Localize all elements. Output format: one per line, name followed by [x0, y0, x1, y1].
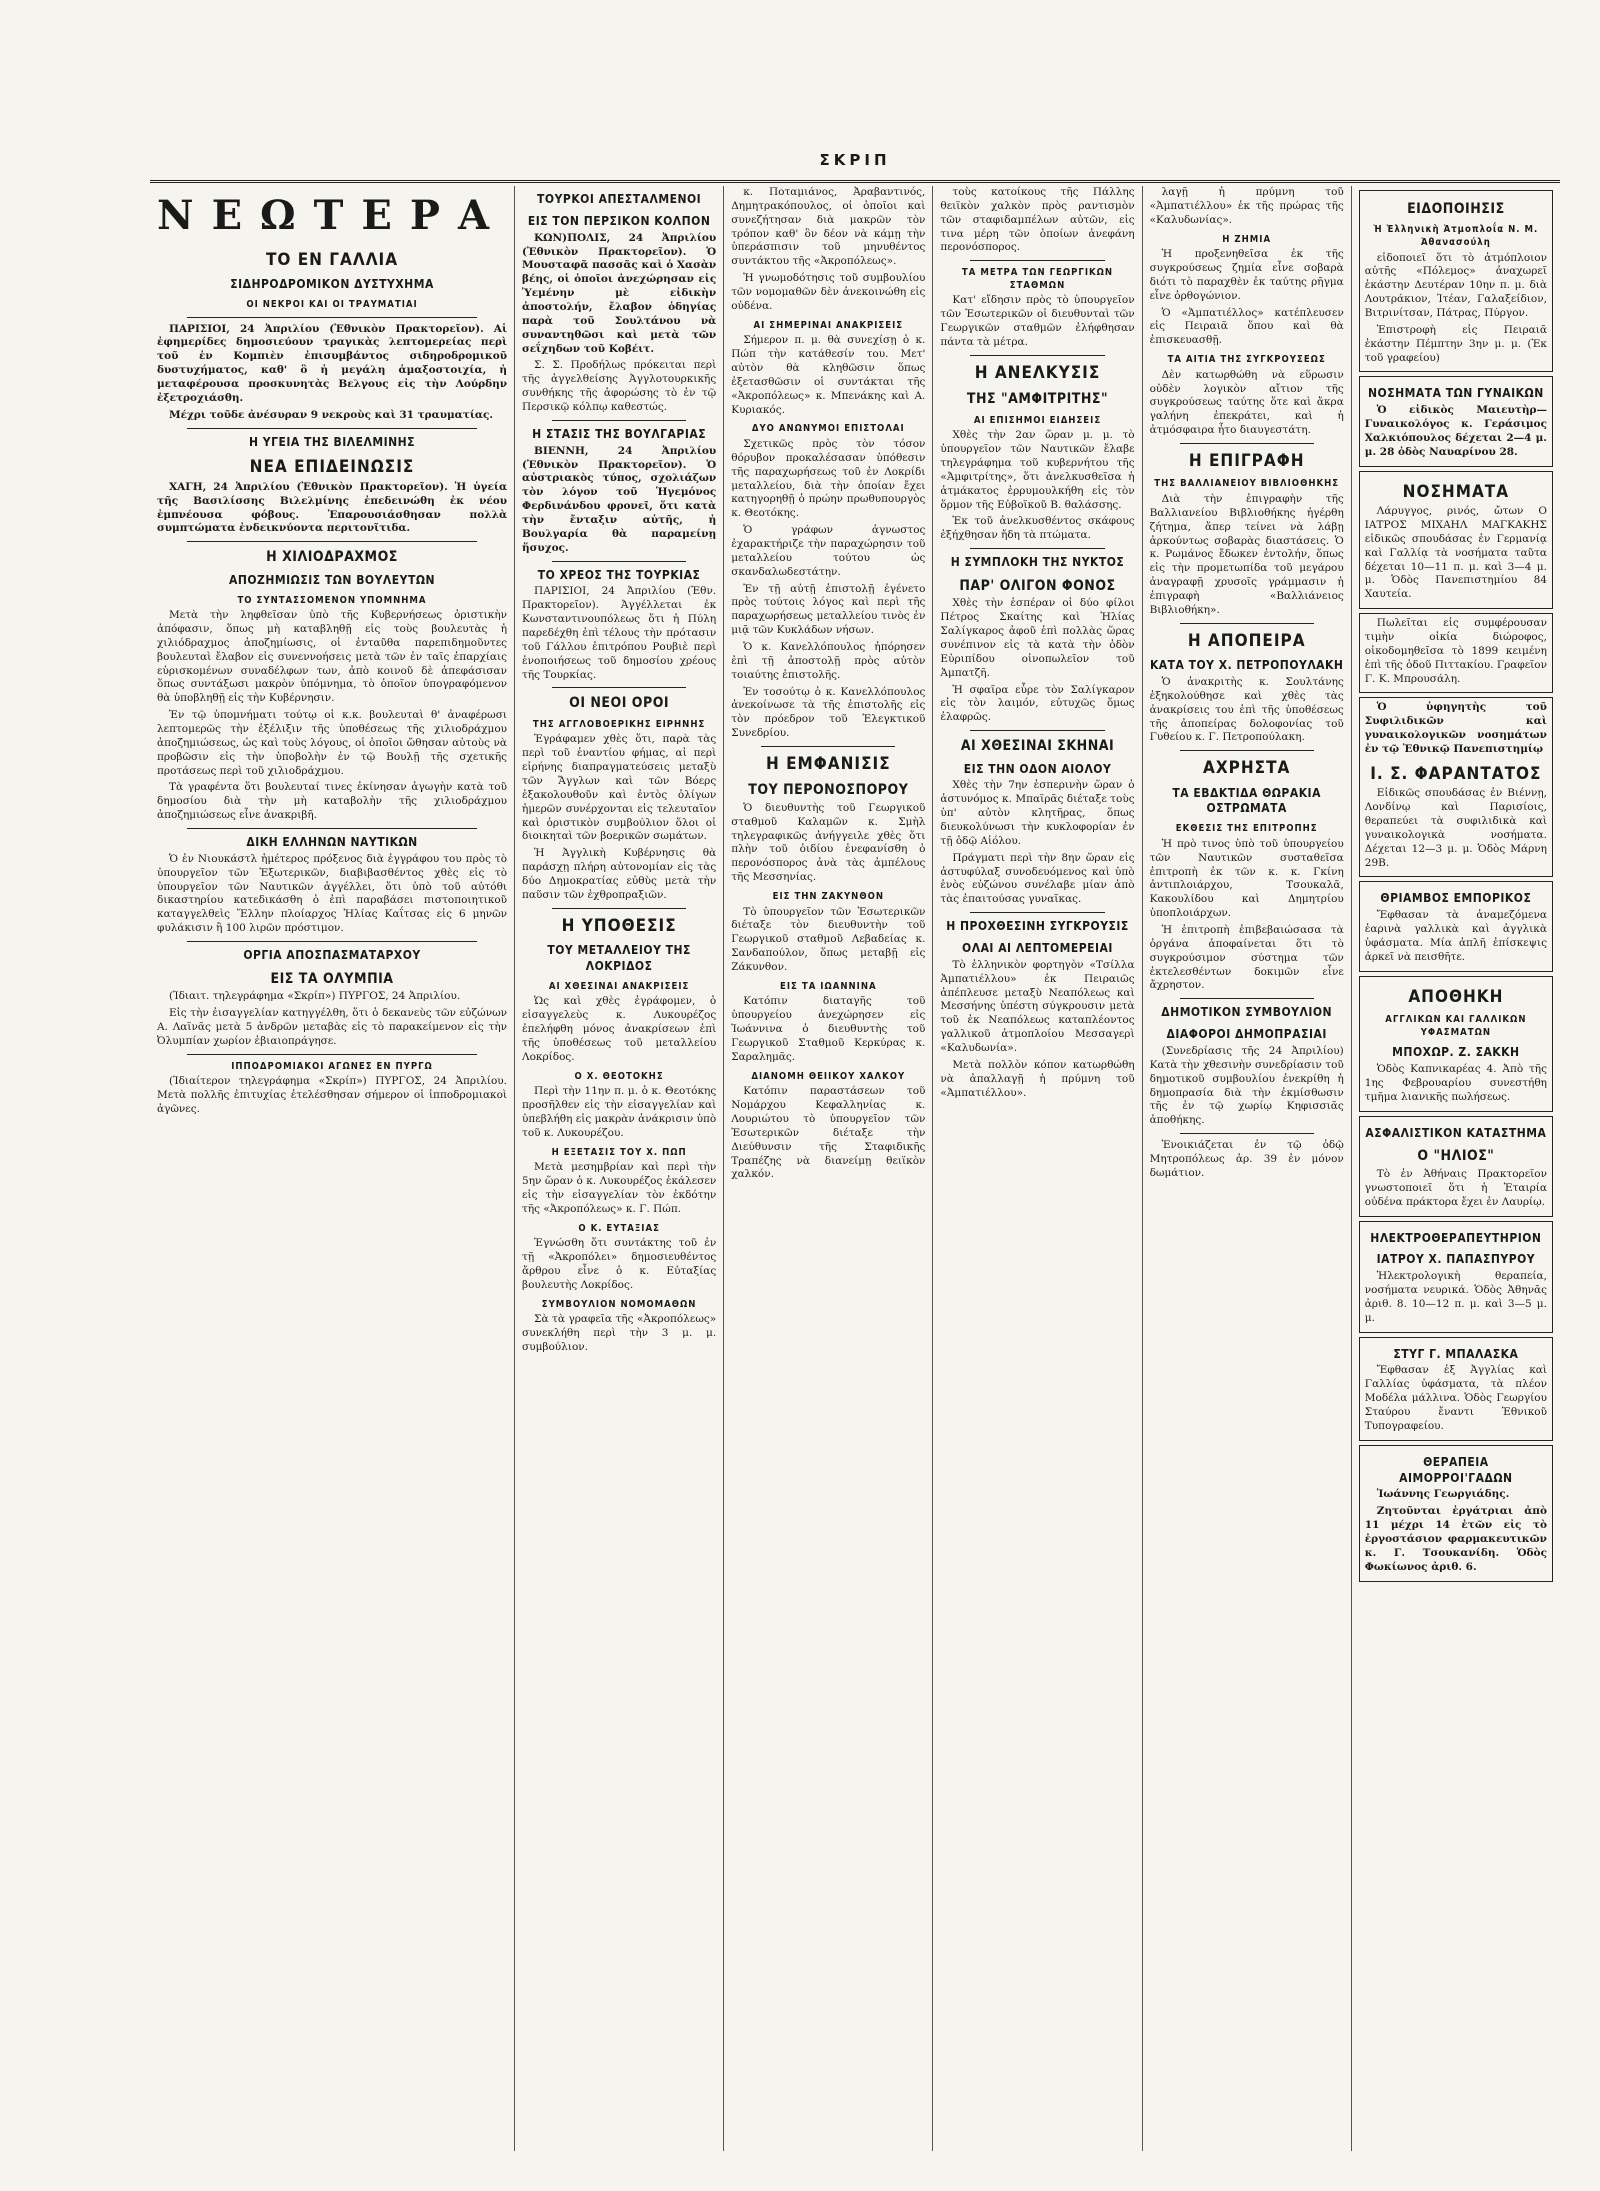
divider: [552, 687, 686, 688]
heading: Η ΠΡΟΧΘΕΣΙΝΗ ΣΥΓΚΡΟΥΣΙΣ: [946, 919, 1129, 934]
column-3: [724, 186, 933, 2151]
paragraph: Ἐπιστροφὴ εἰς Πειραιᾶ ἑκάστην Πέμπτην 3ην μ. μ. (Ἐκ τοῦ γραφείου): [1364, 323, 1547, 364]
section-title: ΝΕΩΤΕΡΑ: [157, 192, 508, 239]
paragraph: Ὡς καὶ χθὲς ἐγράφομεν, ὁ εἰσαγγελεὺς κ. Λυκουρέζος ἐπελήφθη μόνος ἀνακρίσεων ἐπὶ τῆς ὑποθέσεως τοῦ μεταλλείου Λοκρίδος.: [522, 995, 717, 1063]
paragraph: Πράγματι περὶ τὴν 8ην ὥραν εἰς ἀστυφύλαξ συνοδευόμενος καὶ ὑπὸ ἑνὸς εὐζώνου συνέλαβε μίαν ἀπὸ τὰς ἐπαιτούσας γυναῖκας.: [940, 851, 1135, 906]
divider: [552, 420, 686, 421]
heading: ΑΙ ΣΗΜΕΡΙΝΑΙ ΑΝΑΚΡΙΣΕΙΣ: [753, 319, 904, 331]
heading: ΘΡΙΑΜΒΟΣ ΕΜΠΟΡΙΚΟΣ: [1380, 891, 1532, 906]
heading: ΟΡΓΙΑ ΑΠΟΣΠΑΣΜΑΤΑΡΧΟΥ: [243, 948, 421, 963]
divider: [970, 355, 1104, 356]
heading: Η ΕΠΙΓΡΑΦΗ: [1188, 450, 1305, 471]
heading: ΑΙ ΧΘΕΣΙΝΑΙ ΣΚΗΝΑΙ: [960, 738, 1115, 755]
heading: ΣΤΥΓ Γ. ΜΠΑΛΑΣΚΑ: [1393, 1346, 1519, 1361]
divider: [1180, 443, 1314, 444]
divider: [187, 428, 477, 429]
heading: ΝΟΣΗΜΑΤΑ: [1402, 481, 1510, 502]
paragraph: Ἔφθασαν τὰ ἀναμεζόμενα ἐαρινὰ γαλλικὰ καὶ ἀγγλικὰ ὑφάσματα. Μία ἀπλῆ ἐπίσκεψις ἀρκεῖ νὰ πεισθῆτε.: [1364, 909, 1547, 963]
heading: Ἡ Ἑλληνικὴ Ἀτμοπλοΐα Ν. Μ. Ἀθανασούλη: [1373, 224, 1539, 248]
paragraph: εἰδοποιεῖ ὅτι τὸ ἀτμόπλοιον αὐτῆς «Πόλεμος» ἀναχωρεῖ ἑκάστην Δευτέραν 10ην π. μ. διὰ Λουτράκιον, Ἰτέαν, Γαλαξείδιον, Βιτρινίτσαν, Πάτρας, Πύργον.: [1364, 251, 1547, 319]
paragraph: Δὲν κατωρθώθη νὰ εὕρωσιν οὐδὲν λογικὸν αἴτιον τῆς συγκρούσεως ταύτης ὅτε καὶ ἄκρα γαλήνη ἐπεκράτει, καὶ ἡ ἀτμόσφαιρα ἦτο διαυγεστάτη.: [1149, 368, 1344, 437]
column-6-ads: [1352, 186, 1560, 2151]
paragraph: Ἡ γνωμοδότησις τοῦ συμβουλίου τῶν νομομαθῶν δὲν ἀνεκοινώθη εἰς οὐδένα.: [731, 272, 926, 312]
heading: ΤΟ ΣΥΝΤΑΣΣΟΜΕΝΟΝ ΥΠΟΜΝΗΜΑ: [237, 594, 427, 606]
column-4: [933, 186, 1142, 2151]
heading: ΙΑΤΡΟΥ Χ. ΠΑΠΑΣΠΥΡΟΥ: [1376, 1252, 1536, 1267]
paragraph: Ἡ ἐπιτροπὴ ἐπιβεβαιώσασα τὰ ὀργάνα ἀποφαίνεται ὅτι τὸ συγκρούσιμον σύστημα τῶν ἐκτελεσθέντων δοκιμῶν εἶνε ἄχρηστον.: [1149, 924, 1344, 992]
masthead: [150, 150, 1560, 183]
heading: ΕΙΣ ΤΗΝ ΖΑΚΥΝΘΟΝ: [772, 891, 885, 903]
heading: ΤΗΣ "ΑΜΦΙΤΡΙΤΗΣ": [966, 391, 1109, 408]
heading: ΟΛΑΙ ΑΙ ΛΕΠΤΟΜΕΡΕΙΑΙ: [962, 941, 1113, 955]
heading: ΑΠΟΘΗΚΗ: [1408, 986, 1504, 1007]
paragraph: Τὸ ἐν Ἀθήναις Πρακτορεῖον γνωστοποιεῖ ὅτι ἡ Ἑταιρία οὐδένα πράκτορα ἔχει ἐν Λαυρίῳ.: [1364, 1167, 1547, 1208]
paragraph: (Ἰδιαίτερον τηλεγράφημα «Σκρίπ») ΠΥΡΓΟΣ, 24 Ἀπριλίου. Μετὰ πολλῆς ἐπιτυχίας ἐτελέσθησαν σήμερον οἱ ἱπποδρομιακοὶ ἀγῶνες.: [157, 1075, 508, 1115]
paragraph: ΧΑΓΗ, 24 Ἀπριλίου (Ἐθνικὸν Πρακτορεῖον). Ἡ ὑγεία τῆς Βασιλίσσης Βιλελμίνης ἐπεδεινώθη ἐκ νέου ἐμπνέουσα φόβους. Ἐπαρουσιάσθησαν πολλὰ συμπτώματα ἐνδεικνύοντα περιτονῖτιδα.: [157, 480, 508, 535]
paragraph: ΠΑΡΙΣΙΟΙ, 24 Ἀπριλίου (Ἐθν. Πρακτορεῖον). Ἀγγέλλεται ἐκ Κωνσταντινουπόλεως ὅτι ἡ Πύλη παρεδέχθη ἐπὶ τέλους τὴν πρότασιν τοῦ Γάλλου ἐπιτρόπου Ρουβιὲ περὶ ἑνοποιήσεως τοῦ δημοσίου χρέους τῆς Τουρκίας.: [522, 585, 717, 681]
heading: ΕΙΔΟΠΟΙΗΣΙΣ: [1407, 201, 1505, 217]
paragraph: Ἡλεκτρολογικὴ θεραπεία, νοσήματα νευρικά. Ὁδὸς Ἀθηνᾶς ἀριθ. 8. 10—12 π. μ. καὶ 3—5 μ. μ.: [1364, 1270, 1547, 1324]
heading: ΤΟΥΡΚΟΙ ΑΠΕΣΤΑΛΜΕΝΟΙ: [537, 192, 702, 206]
paragraph: Ὁ ἀνακριτὴς κ. Σουλτάνης ἐξηκολούθησε καὶ χθὲς τὰς ἀνακρίσεις του ἐπὶ τῆς ὑποθέσεως τῆς ἀποπείρας δολοφονίας τοῦ Γυθείου κ. Γ. Πετροπούλακη.: [1149, 675, 1344, 744]
heading: ΕΙΣ ΤΗΝ ΟΔΟΝ ΑΙΟΛΟΥ: [963, 761, 1112, 776]
heading: ΑΠΟΖΗΜΙΩΣΙΣ ΤΩΝ ΒΟΥΛΕΥΤΩΝ: [228, 572, 436, 587]
divider: [187, 1054, 477, 1055]
heading: ΑΣΦΑΛΙΣΤΙΚΟΝ ΚΑΤΑΣΤΗΜΑ: [1365, 1125, 1547, 1140]
heading: ΔΙΚΗ ΕΛΛΗΝΩΝ ΝΑΥΤΙΚΩΝ: [246, 835, 418, 850]
divider: [1180, 998, 1314, 999]
heading: ΟΙ ΝΕΟΙ ΟΡΟΙ: [569, 695, 670, 712]
heading: ΗΛΕΚΤΡΟΘΕΡΑΠΕΥΤΗΡΙΟΝ: [1370, 1230, 1542, 1245]
paragraph: Ἡ Ἀγγλικὴ Κυβέρνησις θὰ παράσχῃ πλήρη αὐτονομίαν εἰς τὰς δύο Δημοκρατίας εὐθὺς μετὰ τὴν παῦσιν τῶν ἐχθροπραξιῶν.: [522, 847, 717, 901]
heading: Η ΕΞΕΤΑΣΙΣ ΤΟΥ Χ. ΠΩΠ: [551, 1146, 687, 1158]
paragraph: (Συνεδρίασις τῆς 24 Ἀπριλίου) Κατὰ τὴν χθεσινὴν συνεδρίασιν τοῦ δημοτικοῦ συμβουλίου ἐνεκρίθη ἡ δημοπρασία διὰ τὴν ἐκμίσθωσιν τῆς ἐν τῷ χωρίῳ Κηφισσιᾶς ἀποθήκης.: [1149, 1044, 1344, 1127]
heading: ΤΗΣ ΒΑΛΛΙΑΝΕΙΟΥ ΒΙΒΛΙΟΘΗΚΗΣ: [1154, 478, 1340, 490]
ad-box: [1359, 1337, 1553, 1441]
paragraph: Διὰ τὴν ἐπιγραφὴν τῆς Βαλλιανείου Βιβλιοθήκης ἠγέρθη ζήτημα, ἅπερ τείνει νὰ λάβῃ ἀρκούντως σοβαρὰς διαστάσεις. Ὁ κ. Ρωμάνος ἔδωκεν ἐντολήν, ὅπως εἰς τὴν προμετωπίδα τοῦ μεγάρου ἀναγραφῇ χρυσοῖς γράμμασιν ἡ ἐπιγραφὴ «Βαλλιάνειος Βιβλιοθήκη».: [1149, 492, 1344, 616]
heading: ΤΑ ΑΙΤΙΑ ΤΗΣ ΣΥΓΚΡΟΥΣΕΩΣ: [1167, 354, 1326, 366]
heading: ΔΙΑΝΟΜΗ ΘΕΙΙΚΟΥ ΧΑΛΚΟΥ: [751, 1070, 906, 1082]
paragraph: Εἰς τὴν ἐισαγγελίαν κατηγγέλθη, ὅτι ὁ δεκανεὺς τῶν εὐζώνων Α. Λαϊνᾶς μετὰ 5 ἀνδρῶν μεταβὰς εἰς τὸ παρακείμενον εἰς τὴν Ὀλυμπίαν χωρίον ἐβιαιοπράγησε.: [157, 1007, 508, 1047]
heading: Η ΧΙΛΙΟΔΡΑΧΜΟΣ: [266, 549, 398, 566]
heading: ΔΗΜΟΤΙΚΟΝ ΣΥΜΒΟΥΛΙΟΝ: [1161, 1005, 1333, 1020]
heading: ΑΧΡΗΣΤΑ: [1203, 758, 1291, 779]
heading: ΟΙ ΝΕΚΡΟΙ ΚΑΙ ΟΙ ΤΡΑΥΜΑΤΙΑΙ: [246, 299, 418, 311]
paragraph: Μέχρι τοῦδε ἀνέσυραν 9 νεκροὺς καὶ 31 τραυματίας.: [169, 408, 494, 421]
heading: Η ΑΠΟΠΕΙΡΑ: [1187, 630, 1306, 651]
divider: [970, 730, 1104, 731]
ad-box: [1359, 613, 1553, 693]
ad-box: [1359, 190, 1553, 372]
masthead-title: ΣΚΡΙΠ: [819, 151, 891, 169]
paragraph: Ἔφθασαν ἐξ Ἀγγλίας καὶ Γαλλίας ὑφάσματα, τὰ πλέον Μοδέλα μάλλινα. Ὁδὸς Γεωργίου Σταύρου ἔναντι Ἐθνικοῦ Τυπογραφείου.: [1364, 1364, 1547, 1432]
divider: [1180, 1133, 1314, 1134]
heading: Ο Χ. ΘΕΟΤΟΚΗΣ: [574, 1070, 664, 1082]
ad-box: [1359, 471, 1553, 609]
divider: [970, 260, 1104, 261]
paragraph: Εἰδικῶς σπουδάσας ἐν Βιέννῃ, Λονδίνῳ καὶ Παρισίοις, θεραπεύει τὰ συφιλιδικὰ καὶ γυναικολογικὰ νοσήματα. Δέχεται 12—3 μ. μ. Ὁδὸς Μάρνη 29Β.: [1364, 787, 1547, 869]
ad-box: [1359, 1221, 1553, 1333]
paragraph: Λάρυγγος, ρινός, ὤτων Ο ΙΑΤΡΟΣ ΜΙΧΑΗΛ ΜΑΓΚΑΚΗΣ εἰδικῶς σπουδάσας ἐν Γερμανίᾳ καὶ Γαλλίᾳ τὰ νοσήματα ταῦτα δέχεται 10—11 π. μ. καὶ 3—4 μ. μ. Ὁδὸς Πανεπιστημίου 84 Χαυτεία.: [1364, 505, 1547, 601]
divider: [1180, 750, 1314, 751]
heading: ΜΠΟΧΩΡ. Ζ. ΣΑΚΚΗ: [1392, 1045, 1520, 1060]
paragraph: Ἐν τῷ ὑπομνήματι τούτῳ οἱ κ.κ. βουλευταὶ θ' ἀναφέρωσι λεπτομερῶς τὴν ἐξέλιξιν τῆς ὑποθέσεως τῆς χιλιοδράχμου ἀποζημιώσεως, ὡς καὶ τοὺς λόγους, οἱ ὁποῖοι ὤθησαν αὐτοὺς νὰ προβῶσιν εἰς τὴν ὑποβολὴν ἐν τῷ Βουλῇ τῆς σχετικῆς προτάσεως περὶ τοῦ χιλιοδράχμου.: [157, 709, 508, 777]
paragraph: Ἐγράφαμεν χθὲς ὅτι, παρὰ τὰς περὶ τοῦ ἐναντίου φήμας, αἱ περὶ εἰρήνης διαπραγματεύσεις μεταξὺ τῶν Ἄγγλων καὶ τῶν Βόερς ἐξακολουθοῦν καὶ ἐντὸς ὀλίγων ἡμερῶν συνέρχονται εἰς τελευταῖον καὶ ὁριστικὸν συμβούλιον ὅλοι οἱ διοικηταὶ τῶν βοερικῶν σωμάτων.: [522, 733, 717, 843]
heading: ΙΠΠΟΔΡΟΜΙΑΚΟΙ ΑΓΩΝΕΣ ΕΝ ΠΥΡΓΩ: [231, 1060, 433, 1072]
paragraph: Τὸ ἑλληνικὸν φορτηγὸν «Τσίλλα Ἀμπατιέλλου» ἐκ Πειραιῶς ἀπέπλευσε μεταξὺ Νεαπόλεως καὶ Μεσσήνης ὑπέστη σύγκρουσιν μετὰ τοῦ ἐκ Νεαπόλεως καταπλέοντος γαλλικοῦ ἀτμοπλοίου Μεσσαγερὶ «Καλυδωνία».: [940, 958, 1135, 1054]
heading: Η ΥΠΟΘΕΣΙΣ: [561, 915, 677, 936]
heading: ΤΟΥ ΜΕΤΑΛΛΕΙΟΥ ΤΗΣ ΛΟΚΡΙΔΟΣ: [547, 943, 691, 973]
divider: [552, 908, 686, 909]
paragraph: ΠΑΡΙΣΙΟΙ, 24 Ἀπριλίου (Ἐθνικὸν Πρακτορεῖον). Αἱ ἐφημερίδες δημοσιεύουν τραγικὰς λεπτομερείας περὶ τοῦ ἐν Κομπιὲν ἐπισυμβάντος σιδηροδρομικοῦ δυστυχήματος, καθ' ὃ ἡ μεγάλη ἁμαξοστοιχία, ἡ μεταφέρουσα προσκυνητὰς Βελγους εἰς τὴν Λούρδην ἐξετροχιάσθη.: [157, 322, 508, 404]
divider: [761, 746, 895, 747]
paragraph: Ἐγνώσθη ὅτι συντάκτης τοῦ ἐν τῇ «Ἀκροπόλει» δημοσιευθέντος ἄρθρου εἶνε ὁ κ. Εὐταξίας βουλευτὴς Λοκρίδος.: [522, 1237, 717, 1291]
paragraph: Ὁ διευθυντὴς τοῦ Γεωργικοῦ σταθμοῦ Καλαμῶν κ. Σμὴλ τηλεγραφικῶς ἀνήγγειλε χθὲς ὅτι πλὴν τοῦ ὀιδίου ἐνεφανίσθη ὁ περονόσπορος ἀνὰ τὰς ἀμπέλους τῆς Μεσσηνίας.: [731, 801, 926, 884]
paragraph: Χθὲς τὴν 2αν ὥραν μ. μ. τὸ ὑπουργεῖον τῶν Ναυτικῶν ἔλαβε τηλεγράφημα τοῦ κυβερνήτου τῆς «Ἀμφιτρίτης», ὅτι ἀνελκυσθεῖσα ἡ ἀτμάκατος ἐρρυμουλκήθη εἰς τὸν ὅρμον τῆς Εὐβοϊκοῦ Β. θαλάσσης.: [940, 429, 1135, 511]
heading: Ο Κ. ΕΥΤΑΞΙΑΣ: [578, 1222, 660, 1234]
divider: [187, 317, 477, 318]
heading: ΤΗΣ ΑΓΓΛΟΒΟΕΡΙΚΗΣ ΕΙΡΗΝΗΣ: [532, 718, 706, 730]
heading: Ο "ΗΛΙΟΣ": [1417, 1148, 1495, 1165]
paragraph: Κατόπιν διαταγῆς τοῦ ὑπουργείου ἀνεχώρησεν εἰς Ἰωάννινα ὁ διευθυντὴς τοῦ Γεωργικοῦ Σταθμοῦ Κερκύρας κ. Σαραλημᾶς.: [731, 995, 926, 1063]
ad-box: [1359, 1116, 1553, 1217]
paragraph: Τὸ ὑπουργεῖον τῶν Ἐσωτερικῶν διέταξε τὸν διευθυντὴν τοῦ Γεωργικοῦ σταθμοῦ Λεβαδείας κ. Σανδαπούλον, ὅπως μεταβῇ εἰς Ζάκυνθον.: [731, 905, 926, 974]
paragraph: Ὁ ἐν Νιουκάστλ ἡμέτερος πρόξενος διὰ ἐγγράφου του πρὸς τὸ ὑπουργεῖον τῶν Ἐξωτερικῶν, διαβιβασθέντος χθὲς εἰς τὸ ὑπουργεῖον τῶν Ναυτικῶν ἀγγέλλει, ὅτι ὑπὸ τοῦ αὐτόθι δικαστηρίου κατεδικάσθη ὁ ἐπὶ παραβάσει πιστοποιητικοῦ καταγγελθεὶς Ἕλλην πλοίαρχος Ἠλίας Καΐτσας εἰς 6 μηνῶν φυλάκισιν ἢ 100 λιρῶν πρόστιμον.: [157, 852, 508, 935]
heading: ΘΕΡΑΠΕΙΑ ΑΙΜΟΡΡΟΙ'ΓΑΔΩΝ: [1399, 1454, 1513, 1485]
heading: ΑΙ ΧΘΕΣΙΝΑΙ ΑΝΑΚΡΙΣΕΙΣ: [548, 980, 690, 992]
divider: [552, 561, 686, 562]
heading: ΔΙΑΦΟΡΟΙ ΔΗΜΟΠΡΑΣΙΑΙ: [1166, 1027, 1327, 1042]
heading: ΕΙΣ ΤΑ ΟΛΥΜΠΙΑ: [270, 970, 394, 987]
heading: Η ΕΜΦΑΝΙΣΙΣ: [765, 754, 891, 774]
heading: ΤΑ ΜΕΤΡΑ ΤΩΝ ΓΕΩΡΓΙΚΩΝ ΣΤΑΘΜΩΝ: [961, 267, 1114, 291]
heading: ΣΙΔΗΡΟΔΡΟΜΙΚΟΝ ΔΥΣΤΥΧΗΜΑ: [230, 277, 434, 292]
divider: [970, 912, 1104, 913]
heading: ΑΙ ΕΠΙΣΗΜΟΙ ΕΙΔΗΣΕΙΣ: [973, 414, 1102, 426]
divider: [187, 541, 477, 542]
paragraph: Τὰ γραφέντα ὅτι βουλευταί τινες ἐκίνησαν ἀγωγὴν κατὰ τοῦ δημοσίου διὰ τὴν μὴ καταβολὴν τῆς χιλιοδράχμου ἀποζημιώσεως εἶνε ἀνακριβῆ.: [157, 781, 508, 822]
heading: Η ΑΝΕΛΚΥΣΙΣ: [974, 362, 1101, 383]
divider: [1180, 623, 1314, 624]
heading: Η ΥΓΕΙΑ ΤΗΣ ΒΙΛΕΛΜΙΝΗΣ: [248, 434, 416, 449]
paragraph: Ὁ «Ἀμπατιέλλος» κατέπλευσεν εἰς Πειραιᾶ ὅπου καὶ θὰ ἐπισκευασθῇ.: [1149, 306, 1344, 347]
heading: Η ΣΥΜΠΛΟΚΗ ΤΗΣ ΝΥΚΤΟΣ: [950, 555, 1125, 570]
ad-box: [1359, 1445, 1553, 1582]
ad-box: [1359, 376, 1553, 466]
paragraph: Ὁ ὑφηγητὴς τοῦ Συφιλιδικῶν καὶ γυναικολογικῶν νοσημάτων ἐν τῷ Ἐθνικῷ Πανεπιστημίῳ: [1364, 701, 1547, 755]
heading: Η ΣΤΑΣΙΣ ΤΗΣ ΒΟΥΛΓΑΡΙΑΣ: [532, 426, 707, 441]
heading: ΝΕΑ ΕΠΙΔΕΙΝΩΣΙΣ: [249, 457, 415, 478]
paragraph: (Ἰδιαιτ. τηλεγράφημα «Σκρίπ») ΠΥΡΓΟΣ, 24 Ἀπριλίου.: [169, 990, 461, 1003]
paragraph: κ. Ποταμιάνος, Ἀραβαντινός, Δημητρακόπουλος, οἱ ὁποῖοι καὶ συνεζήτησαν διὰ μακρῶν τὸν τρόπον καθ' ὃν δέον νὰ κάμῃ τὴν ὑπεράσπισιν τοῦ μηνυθέντος συντάκτου τῆς «Ἀκροπόλεως».: [731, 186, 926, 268]
paragraph: Ἰωάννης Γεωργιάδης.: [1376, 1488, 1510, 1501]
paragraph: Ἐκ τοῦ ἀνελκυσθέντος σκάφους ἐξήχθησαν ἤδη τὰ πτώματα.: [940, 515, 1135, 542]
paragraph: Ἡ προξενηθεῖσα ἐκ τῆς συγκρούσεως ζημία εἶνε σοβαρὰ διότι τὸ παραχθὲν ἐκ ταύτης ρῆγμα εἶνε ὀρθογώνιον.: [1149, 248, 1344, 302]
heading: Η ΖΗΜΙΑ: [1222, 233, 1272, 245]
heading: ΕΙΣ ΤΟΝ ΠΕΡΣΙΚΟΝ ΚΟΛΠΟΝ: [527, 213, 711, 228]
paragraph: Περὶ τὴν 11ην π. μ. ὁ κ. Θεοτόκης προσῆλθεν εἰς τὴν εἰσαγγελίαν καὶ ὑπεβλήθη εἰς μακρὰν ἀνάκρισιν ὑπὸ τοῦ κ. Λυκουρέζου.: [522, 1085, 717, 1139]
heading: ΤΟΥ ΠΕΡΟΝΟΣΠΟΡΟΥ: [748, 782, 909, 799]
divider: [187, 828, 477, 829]
paragraph: Μετὰ μεσημβρίαν καὶ περὶ τὴν 5ην ὥραν ὁ κ. Λυκουρέζος ἐκάλεσεν εἰς τὴν εἰσαγγελίαν τὸν ἐκδότην τῆς «Ἀκροπόλεως» κ. Γ. Πώπ.: [522, 1161, 717, 1215]
paragraph: Χθὲς τὴν 7ην ἑσπερινὴν ὥραν ὁ ἀστυνόμος κ. Μπαϊρᾶς διέταξε τοὺς ὑπ' αὐτὸν κλητῆρας, ὅπως διευκολύνωσι τὴν κυκλοφορίαν ἐν τῇ ὁδῷ Αἰόλου.: [940, 779, 1135, 847]
heading: ΔΥΟ ΑΝΩΝΥΜΟΙ ΕΠΙΣΤΟΛΑΙ: [751, 423, 905, 435]
paragraph: Χθὲς τὴν ἑσπέραν οἱ δύο φίλοι Πέτρος Σκαίτης καὶ Ἠλίας Σαλίγκαρος ἀφοῦ ἐπὶ πολλὰς ὥρας συνέπινον εἰς τὰ κατὰ τὴν ὁδὸν Εὐριπίδου οἰνοπωλεῖον τοῦ Ἀμπατζῆ.: [940, 597, 1135, 679]
ad-box: [1359, 976, 1553, 1112]
paragraph: Σήμερον π. μ. θὰ συνεχίσῃ ὁ κ. Πώπ τὴν κατάθεσίν του. Μετ' αὐτὸν θὰ κληθῶσιν ὅπως ἐξετασθῶσιν οἱ συντάκται τῆς «Ἀκροπόλεως» κ. Μπενάκης καὶ Α. Κυριακός.: [731, 334, 926, 416]
columns: [150, 186, 1560, 2151]
paragraph: τοὺς κατοίκους τῆς Πάλλης θειϊκὸν χαλκὸν πρὸς ραντισμὸν τῶν σταφιδαμπέλων αὐτῶν, εἰς τινα μέρη τῶν ὁποίων ἀνεφάνη περονόσπορος.: [940, 186, 1135, 254]
paragraph: Ἐν τοσούτῳ ὁ κ. Κανελλόπουλος ἀνεκοίνωσε τὰ τῆς ἐπιστολῆς εἰς τὸν πρόεδρον τοῦ Ἐλεγκτικοῦ Συνεδρίου.: [731, 685, 926, 740]
heading: ΕΙΣ ΤΑ ΙΩΑΝΝΙΝΑ: [780, 980, 877, 992]
paragraph: Ὁ εἰδικὸς Μαιευτὴρ—Γυναικολόγος κ. Γεράσιμος Χαλκιόπουλος δέχεται 2—4 μ. μ. 28 ὁδὸς Ναυαρίνου 28.: [1364, 404, 1547, 458]
paragraph: Ὁ γράφων ἀγνωστος ἐχαρακτήριζε τὴν παραχώρησιν τοῦ μεταλλείου τούτου ὡς σκανδαλωδεστάτην.: [731, 524, 926, 578]
paragraph: Σχετικῶς πρὸς τὸν τόσον θόρυβον προκαλέσασαν ὑπόθεσιν τῆς παραχωρήσεως τοῦ ἐν Λοκρίδι μεταλλείου, διὰ τὴν ὁποίαν ἔχει κατηγορηθῇ ὁ πρώην πρωθυπουργὸς κ. Θεοτόκης.: [731, 437, 926, 520]
paragraph: Ἡ σφαῖρα εὗρε τὸν Σαλίγκαρον εἰς τὸν λαιμόν, εὐτυχῶς ὅμως ἐλαφρῶς.: [940, 683, 1135, 724]
column-1: [150, 186, 515, 2151]
heading: ΣΥΜΒΟΥΛΙΟΝ ΝΟΜΟΜΑΘΩΝ: [541, 1298, 697, 1310]
paragraph: Κατ' εἴδησιν πρὸς τὸ ὑπουργεῖον τῶν Ἐσωτερικῶν οἱ διευθυνταὶ τῶν Γεωργικῶν σταθμῶν ἐλήφθησαν πάντα τὰ μέτρα.: [940, 294, 1135, 348]
heading: ΤΟ ΧΡΕΟΣ ΤΗΣ ΤΟΥΡΚΙΑΣ: [537, 567, 701, 582]
paragraph: Μετὰ πολλὸν κόπον κατωρθώθη νὰ ἀπαλλαγῇ ἡ πρύμνη τοῦ «Ἀμπατιέλλου».: [940, 1058, 1135, 1099]
heading: ΤΟ ΕΝ ΓΑΛΛΙΑ: [265, 249, 399, 270]
divider: [970, 548, 1104, 549]
paragraph: ΒΙΕΝΝΗ, 24 Ἀπριλίου (Ἐθνικὸν Πρακτορεῖον). Ὁ αὐστριακὸς τύπος, σχολιάζων τὸν λόγον τοῦ Ἡγεμόνος Φερδινάνδου φρονεῖ, ὅτι κατὰ τὴν ἔνταξιν αὐτῆς, ἡ Βουλγαρία θὰ παραμείνῃ ἥσυχος.: [522, 444, 717, 554]
heading: ΝΟΣΗΜΑΤΑ ΤΩΝ ΓΥΝΑΙΚΩΝ: [1368, 386, 1544, 401]
heading: ΚΑΤΑ ΤΟΥ Χ. ΠΕΤΡΟΠΟΥΛΑΚΗ: [1149, 658, 1344, 673]
divider: [187, 941, 477, 942]
paragraph: Ὁδὸς Καπνικαρέας 4. Ἀπὸ τῆς 1ης Φεβρουαρίου συνεστήθη τμῆμα λιανικῆς πωλήσεως.: [1364, 1063, 1547, 1103]
paragraph: Κατόπιν παραστάσεων τοῦ Νομάρχου Κεφαλληνίας κ. Λουριώτου τὸ ὑπουργεῖον τῶν Ἐσωτερικῶν διέταξε τὴν Διεύθυνσιν τῆς Σταφιδικῆς Τραπέζης νὰ διανείμῃ θειϊκὸν χαλκόν.: [731, 1085, 926, 1181]
heading: ΤΑ ΕΒΔΚΤΙΔΑ ΘΩΡΑΚΙΑ ΟΣΤΡΩΜΑΤΑ: [1172, 785, 1321, 816]
paragraph: λαγῇ ἡ πρύμνη τοῦ «Ἀμπατιέλλου» ἐκ τῆς πρώρας τῆς «Καλυδωνίας».: [1149, 186, 1344, 226]
paragraph: Σ. Σ. Προδήλως πρόκειται περὶ τῆς ἀγγελθείσης Ἀγγλοτουρκικῆς συνθήκης τῆς ἀφορώσης τὸ ἐν τῷ Περσικῷ κόλπῳ καθεστώς.: [522, 359, 717, 413]
heading: ΕΚΘΕΣΙΣ ΤΗΣ ΕΠΙΤΡΟΠΗΣ: [1175, 823, 1318, 835]
paragraph: Μετὰ τὴν ληφθεῖσαν ὑπὸ τῆς Κυβερνήσεως ὁριστικὴν ἀπόφασιν, ὅπως μὴ καταβληθῇ εἰς τοὺς βουλευτὰς ἡ χιλιόδραχμος ἀποζημίωσις, οἱ ἐνταῦθα παρεπιδημοῦντες βουλευταὶ ἔλαβον εἰς συνεννοήσεις μετὰ τῶν ἐν ταῖς ἐπαρχίαις εὑρισκομένων συναδέλφων των, ἀπὸ κοινοῦ δὲ ἀπεφάσισαν ὅπως συντάξωσι μακρὸν ὑπόμνημα, τὸ ὁποῖον ὑπογραφόμενον θὰ ὑποβληθῇ εἰς τὴν Κυβέρνησιν.: [157, 609, 508, 705]
paragraph: Ζητοῦνται ἐργάτριαι ἀπὸ 11 μέχρι 14 ἐτῶν εἰς τὸ ἐργοστάσιον φαρμακευτικῶν κ. Γ. Τσουκανίδη. Ὁδὸς Φωκίωνος ἀριθ. 6.: [1364, 1505, 1547, 1573]
paragraph: Ἐνοικιάζεται ἐν τῷ ὁδῷ Μητροπόλεως ἀρ. 39 ἐν μόνον δωμάτιον.: [1149, 1139, 1344, 1179]
column-5: [1143, 186, 1352, 2151]
heading: Ι. Σ. ΦΑΡΑΝΤΑΤΟΣ: [1370, 763, 1542, 784]
paragraph: Σὰ τὰ γραφεῖα τῆς «Ἀκροπόλεως» συνεκλήθη περὶ τὴν 3 μ. μ. συμβούλιον.: [522, 1313, 717, 1353]
heading: ΠΑΡ' ΟΛΙΓΟΝ ΦΟΝΟΣ: [959, 577, 1116, 594]
ad-box: [1359, 697, 1553, 877]
paragraph: Πωλεῖται εἰς συμφέρουσαν τιμὴν οἰκία διώροφος, οἰκοδομηθεῖσα τὸ 1899 κειμένη ἐπὶ τῆς ὁδοῦ Πιττακίου. Γραφεῖον Γ. Κ. Μπρουσάλη.: [1364, 617, 1547, 685]
column-2: [515, 186, 724, 2151]
paragraph: ΚΩΝ)ΠΟΛΙΣ, 24 Ἀπριλίου (Ἐθνικὸν Πρακτορεῖον). Ὁ Μουσταφᾶ πασσᾶς καὶ ὁ Χασὰν βέης, οἱ ὁποῖοι ἀνεχώρησαν εἰς Ὑεμένην μὲ εἰδικὴν ἀποστολήν, ἔλαβον ὁδηγίας παρὰ τοῦ Σουλτάνου νὰ συναντηθῶσι καὶ μετὰ τῶν σεΐχηδων τοῦ Κοβέιτ.: [522, 231, 717, 355]
ad-box: [1359, 881, 1553, 971]
paragraph: Ἡ πρὸ τινος ὑπὸ τοῦ ὑπουργείου τῶν Ναυτικῶν συσταθεῖσα ἐπιτροπὴ ἐκ τῶν κ. κ. Γκίνη ἀντιπλοιάρχου, Τσουκαλᾶ, Κακουλίδου καὶ Δημητρίου ὑποπλοιάρχων.: [1149, 837, 1344, 920]
paragraph: Ὁ κ. Κανελλόπουλος ἠπόρησεν ἐπὶ τῇ ἀποστολῇ πρὸς αὐτὸν τοιαύτης ἐπιστολῆς.: [731, 640, 926, 681]
paragraph: Ἐν τῇ αὐτῇ ἐπιστολῇ ἐγένετο πρὸς τούτοις λόγος καὶ περὶ τῆς παραχωρήσεως μεταλλείου τινὸς ἐν μιᾷ τῶν Κυκλάδων νήσων.: [731, 582, 926, 637]
heading: ΑΓΓΛΙΚΩΝ ΚΑΙ ΓΑΛΛΙΚΩΝ ΥΦΑΣΜΑΤΩΝ: [1385, 1014, 1527, 1038]
